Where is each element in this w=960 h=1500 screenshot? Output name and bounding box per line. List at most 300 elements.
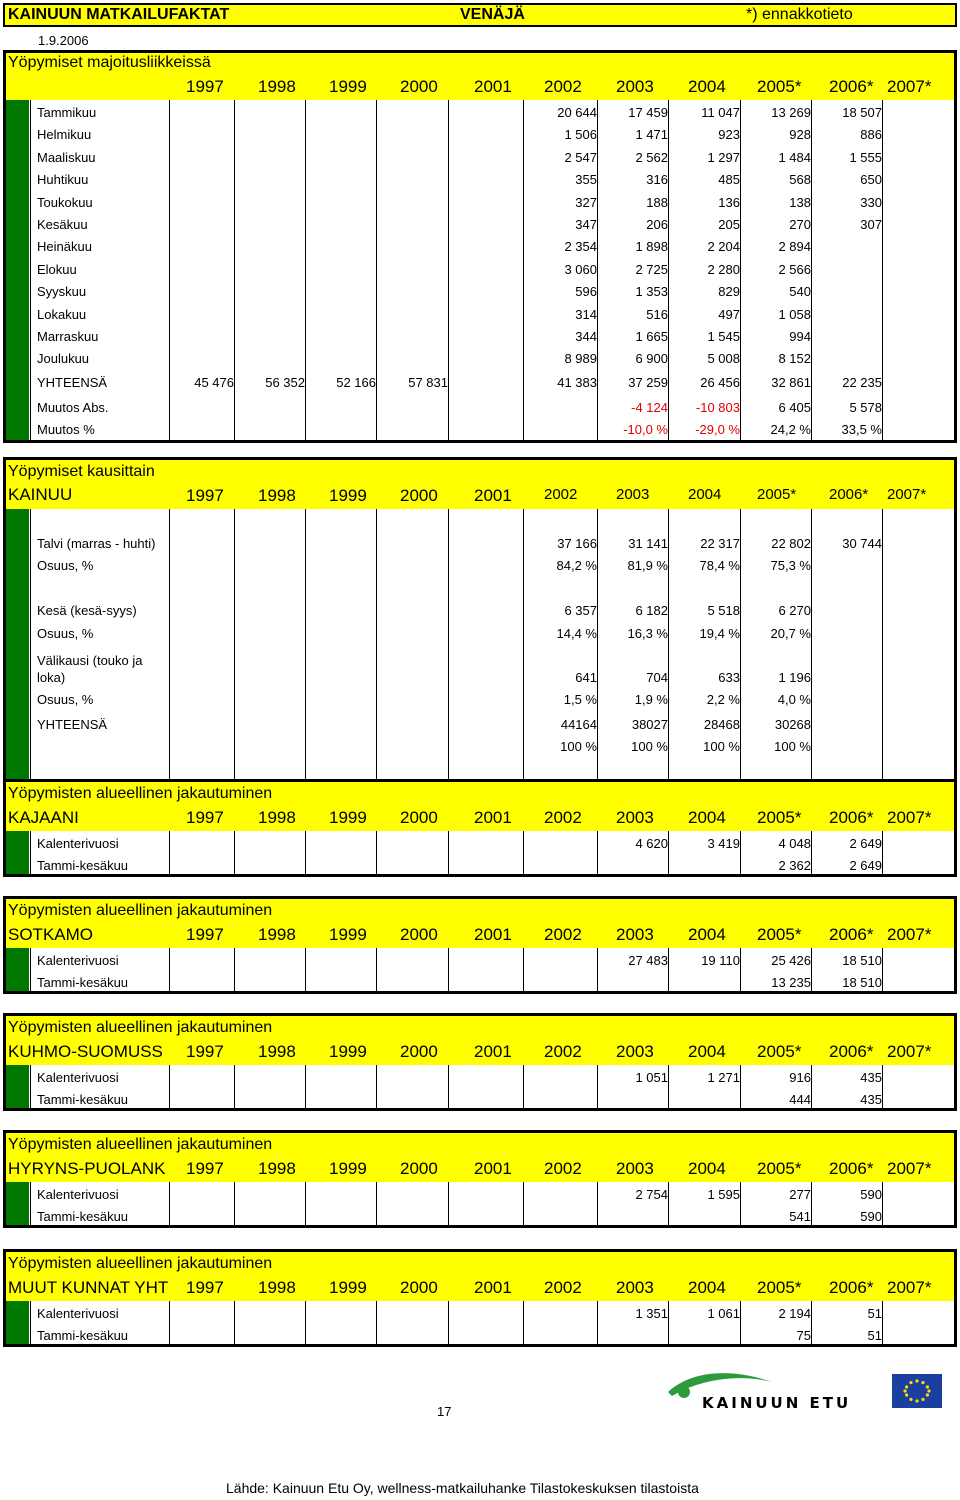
grid-line [448,831,449,874]
table-cell: 1 051 [635,1070,668,1085]
year-header: 2007* [887,925,932,944]
grid-line [376,509,377,784]
year-header: 2005* [757,486,797,503]
grid-line [668,100,669,440]
grid-line [448,948,449,991]
grid-line [234,831,235,874]
table-cell: 1 196 [778,670,811,685]
grid-line [234,1301,235,1344]
grid-line [811,948,812,991]
year-header: 2006* [829,1042,874,1061]
table-cell: 704 [646,670,668,685]
grid-line [234,1182,235,1225]
year-header: 2004 [688,1278,726,1297]
table-cell: 314 [575,306,597,322]
table-cell: 8 152 [778,351,811,367]
row-label: YHTEENSÄ [37,717,108,732]
table-cell: 6 357 [564,603,597,618]
year-header: 1999 [329,1278,367,1297]
year-header: 2002 [544,486,578,503]
table-cell: 355 [575,172,597,188]
report-date: 1.9.2006 [38,33,89,48]
year-header: 2001 [474,77,512,96]
table-cell: 444 [789,1092,811,1107]
grid-line [523,100,524,440]
table-cell: 1 665 [635,329,668,344]
table-cell: 3 060 [564,261,597,277]
table-cell: 1 555 [849,149,882,165]
row-label: Kalenterivuosi [37,1070,119,1085]
grid-line [448,1065,449,1108]
table-cell: 2 194 [778,1306,811,1321]
grid-line [597,100,598,440]
grid-line [811,1182,812,1225]
year-header: 2002 [544,1278,582,1297]
table-cell: 75,3 % [770,558,811,573]
table-cell: 590 [860,1187,882,1202]
row-label: Kalenterivuosi [37,836,119,851]
table-cell: 516 [646,306,668,322]
kainuun-etu-logo [662,1362,868,1412]
table-cell: 17 459 [628,105,668,120]
table-cell: 52 166 [336,375,376,390]
table-cell: 188 [646,194,668,210]
row-label: Kalenterivuosi [37,953,119,968]
grid-line [30,1301,31,1344]
year-header: 2002 [544,925,582,944]
table-cell: 886 [860,127,882,143]
table-cell: 2 547 [564,149,597,165]
report-title: KAINUUN MATKAILUFAKTAT [8,6,230,23]
table-cell: 31 141 [628,536,668,551]
grid-line [305,831,306,874]
table-cell: 57 831 [408,375,448,390]
table-cell: 24,2 % [770,422,811,437]
monthly-green-bar [6,100,29,440]
table-cell: 205 [718,217,740,232]
year-header: 1997 [186,486,224,505]
table-cell: 6 270 [778,603,811,618]
grid-line [523,1301,524,1344]
table-cell: 1 061 [707,1306,740,1321]
grid-line [882,509,883,784]
region-name: SOTKAMO [8,925,94,944]
grid-line [811,100,812,440]
table-cell: 2,2 % [706,692,740,707]
grid-line [811,1065,812,1108]
row-label: Tammi-kesäkuu [37,1092,129,1107]
year-header: 2001 [474,925,512,944]
grid-line [740,1301,741,1344]
table-cell: 44164 [560,717,597,732]
table-cell: 1 353 [635,284,668,300]
table-cell: 2 649 [849,836,882,851]
table-cell: 25 426 [771,953,811,968]
year-header: 1997 [186,925,224,944]
grid-line [597,509,598,784]
year-header: 1997 [186,77,224,96]
year-header: 1998 [258,486,296,505]
year-header: 2006* [829,1159,874,1178]
year-header: 2004 [688,925,726,944]
table-cell: 916 [789,1070,811,1085]
table-cell: 1 898 [635,239,668,255]
table-cell: 344 [575,329,597,344]
table-cell: 1,5 % [563,692,597,707]
region-heading: Yöpymisten alueellinen jakautuminen [8,785,273,802]
table-cell: 596 [575,284,597,300]
table-cell: 100 % [774,739,811,754]
table-cell: 1 271 [707,1070,740,1085]
table-cell: 1,9 % [634,692,668,707]
eu-flag-icon [892,1374,942,1408]
table-cell: 1 484 [778,149,811,165]
table-cell: 100 % [631,739,668,754]
table-cell: 1 506 [564,127,597,143]
table-cell: 4 620 [635,836,668,851]
row-label: Tammikuu [37,105,97,120]
table-cell: 650 [860,172,882,188]
row-label: Helmikuu [37,127,92,143]
grid-line [448,100,449,440]
year-header: 2005* [757,1159,802,1178]
table-cell: 307 [860,217,882,232]
grid-line [376,948,377,991]
row-label: Syyskuu [37,284,87,300]
table-cell: 37 166 [557,536,597,551]
grid-line [30,831,31,874]
table-cell: 51 [867,1328,882,1343]
grid-line [882,1182,883,1225]
year-header: 1997 [186,808,224,827]
year-header: 1999 [329,1159,367,1178]
year-header: 2001 [474,1278,512,1297]
table-cell: 20,7 % [770,626,811,641]
grid-line [376,1182,377,1225]
grid-line [305,1065,306,1108]
row-label: Elokuu [37,261,77,277]
monthly-heading: Yöpymiset majoitusliikkeissä [8,54,211,71]
region-green-bar [6,1065,29,1108]
year-header: 2005* [757,808,802,827]
region-name: HYRYNS-PUOLANK [8,1159,166,1178]
table-cell: 11 047 [701,105,740,120]
table-cell: 37 259 [628,375,668,390]
year-header: 1997 [186,1278,224,1297]
row-label: Muutos Abs. [37,400,109,415]
table-cell: 18 510 [842,975,882,990]
table-cell: 206 [646,217,668,232]
page-number: 17 [437,1404,452,1419]
year-header: 2002 [544,808,582,827]
year-header: 2004 [688,486,722,503]
table-cell: 2 754 [635,1187,668,1202]
year-header: 1997 [186,1042,224,1061]
table-cell: 19 110 [701,953,740,968]
year-header: 2006* [829,486,869,503]
table-cell: 18 507 [842,105,882,120]
year-header: 2000 [400,1042,438,1061]
year-header: 2000 [400,77,438,96]
table-cell: 994 [789,329,811,344]
table-cell: 1 351 [635,1306,668,1321]
table-cell: 18 510 [842,953,882,968]
table-cell: 2 894 [778,239,811,255]
year-header: 2007* [887,486,927,503]
table-cell: 4,0 % [777,692,811,707]
table-cell: -29,0 % [695,422,740,437]
year-header: 2005* [757,925,802,944]
grid-line [740,948,741,991]
logo-text: KAINUUN ETU [702,1394,852,1412]
source-note: Lähde: Kainuun Etu Oy, wellness-matkailuhanke Tilastokeskuksen tilastoista [226,1480,699,1496]
year-header: 2002 [544,1042,582,1061]
year-header: 2005* [757,77,802,96]
row-label: Talvi (marras - huhti) [37,536,156,551]
year-header: 2005* [757,1042,802,1061]
year-header: 2001 [474,1042,512,1061]
year-header: 2004 [688,808,726,827]
grid-line [169,948,170,991]
row-label: Marraskuu [37,329,99,344]
grid-line [305,948,306,991]
grid-line [30,948,31,991]
table-cell: 22 802 [771,536,811,551]
table-cell: 540 [789,284,811,300]
table-cell: 1 595 [707,1187,740,1202]
year-header: 1999 [329,925,367,944]
table-cell: 30 744 [842,536,882,551]
grid-line [882,100,883,440]
row-label: Heinäkuu [37,239,92,255]
year-header: 2003 [616,925,654,944]
table-cell: 1 545 [707,329,740,344]
row-label: YHTEENSÄ [37,375,108,390]
table-cell: 51 [867,1306,882,1321]
year-header: 1998 [258,1042,296,1061]
year-header: 2003 [616,486,650,503]
estimate-note: *) ennakkotieto [746,6,853,23]
table-cell: 2 725 [635,261,668,277]
year-header: 2006* [829,925,874,944]
grid-line [597,831,598,874]
grid-line [376,1301,377,1344]
table-cell: 270 [789,217,811,232]
grid-line [882,1301,883,1344]
table-cell: 2 280 [707,261,740,277]
grid-line [376,831,377,874]
table-cell: 435 [860,1092,882,1107]
year-header: 2003 [616,808,654,827]
table-cell: 2 562 [635,149,668,165]
table-cell: 5 008 [707,351,740,367]
grid-line [597,1182,598,1225]
year-header: 2006* [829,77,874,96]
table-cell: 6 182 [635,603,668,618]
year-header: 2003 [616,1042,654,1061]
row-label: Osuus, % [37,626,94,641]
row-label: Kesä (kesä-syys) [37,603,137,618]
grid-line [169,831,170,874]
table-cell: 100 % [560,739,597,754]
year-header: 1998 [258,77,296,96]
table-cell: 497 [718,306,740,322]
table-cell: 100 % [703,739,740,754]
grid-line [376,100,377,440]
grid-line [882,831,883,874]
year-header: 2003 [616,77,654,96]
table-cell: 22 235 [842,375,882,390]
grid-line [882,948,883,991]
row-label: Maaliskuu [37,149,96,165]
year-header: 1998 [258,1159,296,1178]
grid-line [668,1301,669,1344]
year-header: 2006* [829,1278,874,1297]
grid-line [30,100,31,440]
row-label: Huhtikuu [37,172,89,188]
table-cell: 84,2 % [556,558,597,573]
year-header: 2002 [544,1159,582,1178]
region-heading: Yöpymisten alueellinen jakautuminen [8,1019,273,1036]
table-cell: 928 [789,127,811,143]
year-header: 1999 [329,808,367,827]
table-cell: 28468 [703,717,740,732]
table-cell: 435 [860,1070,882,1085]
year-header: 1998 [258,1278,296,1297]
region-green-bar [6,831,29,874]
grid-line [305,1301,306,1344]
region-heading: Yöpymisten alueellinen jakautuminen [8,1255,273,1272]
seasonal-section [3,457,957,787]
row-label: Välikausi (touko ja [37,653,143,668]
table-cell: -10 803 [695,400,740,415]
year-header: 2002 [544,77,582,96]
year-header: 2007* [887,77,932,96]
table-cell: 2 649 [849,858,882,873]
table-cell: 5 578 [849,400,882,415]
table-cell: 485 [718,172,740,188]
table-cell: 56 352 [265,375,305,390]
row-label: loka) [37,670,66,685]
table-cell: 633 [718,670,740,685]
region-green-bar [6,948,29,991]
table-cell: 27 483 [628,953,668,968]
table-cell: 923 [718,127,740,143]
row-label: Kesäkuu [37,217,88,232]
grid-line [30,1065,31,1108]
grid-line [597,1301,598,1344]
table-cell: 1 058 [778,306,811,322]
grid-line [523,831,524,874]
row-label: Tammi-kesäkuu [37,975,129,990]
grid-line [448,1182,449,1225]
grid-line [668,948,669,991]
table-cell: 26 456 [700,375,740,390]
grid-line [597,948,598,991]
table-cell: 6 900 [635,351,668,367]
table-cell: 20 644 [557,105,597,120]
grid-line [882,1065,883,1108]
table-cell: 5 518 [707,603,740,618]
table-cell: 45 476 [194,375,234,390]
year-header: 1997 [186,1159,224,1178]
grid-line [668,1065,669,1108]
grid-line [740,100,741,440]
grid-line [448,1301,449,1344]
grid-line [448,509,449,784]
grid-line [234,509,235,784]
grid-line [668,1182,669,1225]
grid-line [668,509,669,784]
grid-line [30,509,31,784]
year-header: 2007* [887,1159,932,1178]
row-label: Joulukuu [37,351,90,367]
grid-line [740,1065,741,1108]
table-cell: 641 [575,670,597,685]
grid-line [811,1301,812,1344]
table-cell: 136 [718,194,740,210]
row-label: Tammi-kesäkuu [37,1209,129,1224]
grid-line [305,100,306,440]
year-header: 2004 [688,1159,726,1178]
table-cell: 22 317 [700,536,740,551]
year-header: 2003 [616,1278,654,1297]
table-cell: 13 269 [771,105,811,120]
year-header: 2000 [400,925,438,944]
table-cell: 19,4 % [699,626,740,641]
year-header: 1998 [258,808,296,827]
table-cell: 2 354 [564,239,597,255]
grid-line [169,509,170,784]
year-header: 2000 [400,486,438,505]
country-label: VENÄJÄ [460,6,525,23]
table-cell: 38027 [631,717,668,732]
region-heading: Yöpymisten alueellinen jakautuminen [8,1136,273,1153]
region-name: KUHMO-SUOMUSS [8,1042,163,1061]
table-cell: 138 [789,194,811,210]
table-cell: 277 [789,1187,811,1202]
table-cell: 8 989 [564,351,597,367]
table-cell: 1 297 [707,149,740,165]
table-cell: 32 861 [771,375,811,390]
table-cell: 16,3 % [627,626,668,641]
table-cell: 30268 [774,717,811,732]
region-name: MUUT KUNNAT YHT [8,1278,168,1297]
table-cell: 347 [575,217,597,232]
grid-line [234,948,235,991]
table-cell: 4 048 [778,836,811,851]
table-cell: 81,9 % [627,558,668,573]
table-cell: 541 [789,1209,811,1224]
row-label: Tammi-kesäkuu [37,858,129,873]
grid-line [740,1182,741,1225]
year-header: 1999 [329,1042,367,1061]
grid-line [811,831,812,874]
grid-line [169,1301,170,1344]
grid-line [305,509,306,784]
row-label: Kalenterivuosi [37,1306,119,1321]
grid-line [169,1182,170,1225]
grid-line [597,1065,598,1108]
year-header: 2006* [829,808,874,827]
region-heading: Yöpymisten alueellinen jakautuminen [8,902,273,919]
table-cell: 2 204 [707,239,740,255]
grid-line [740,509,741,784]
region-green-bar [6,1182,29,1225]
grid-line [523,948,524,991]
row-label: Muutos % [37,422,95,437]
row-label: Kalenterivuosi [37,1187,119,1202]
